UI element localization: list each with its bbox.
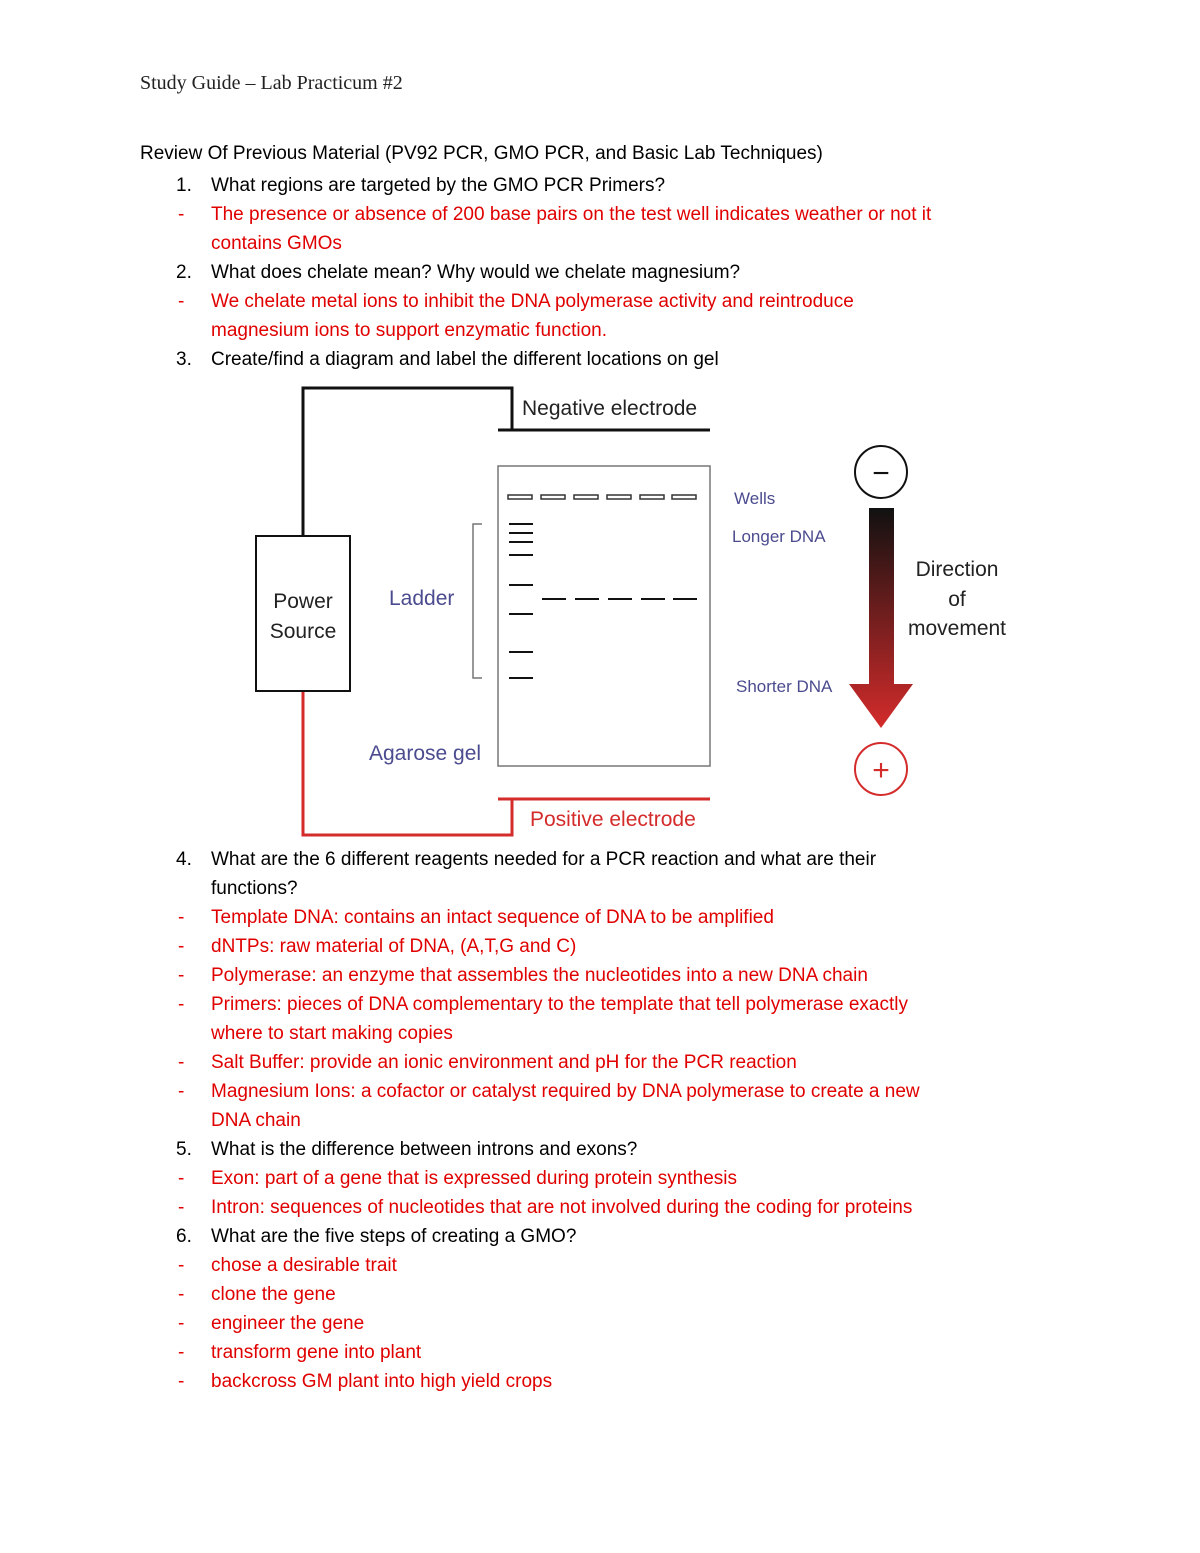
answer-line <box>0 1338 1200 1367</box>
dash-bullet: - <box>178 1342 185 1363</box>
question-text: What is the difference between introns and exons? <box>211 1139 638 1160</box>
answer-text: where to start making copies <box>211 1023 453 1044</box>
question-number: 2. <box>176 262 192 283</box>
direction-label: movement <box>907 617 1007 640</box>
answer-text: Salt Buffer: provide an ionic environment and pH for the PCR reaction <box>211 1052 797 1073</box>
answer-text: dNTPs: raw material of DNA, (A,T,G and C) <box>211 936 577 957</box>
answer-line <box>0 229 1200 258</box>
question-4 <box>0 845 1200 874</box>
dash-bullet: - <box>178 1081 185 1102</box>
dash-bullet: - <box>178 994 185 1015</box>
dash-bullet: - <box>178 1313 185 1334</box>
question-text: What are the five steps of creating a GMO? <box>211 1226 577 1247</box>
answer-text: engineer the gene <box>211 1313 365 1334</box>
question-text: What does chelate mean? Why would we chelate magnesium? <box>211 262 741 283</box>
question-text: Create/find a diagram and label the different locations on gel <box>211 349 719 370</box>
answer-line <box>0 1367 1200 1396</box>
answer-text: magnesium ions to support enzymatic function. <box>211 320 608 341</box>
ladder-bracket <box>473 524 482 678</box>
question-text: What regions are targeted by the GMO PCR Primers? <box>211 175 666 196</box>
question-number: 5. <box>176 1139 192 1160</box>
question-number: 3. <box>176 349 192 370</box>
answer-line <box>0 1106 1200 1135</box>
dash-bullet: - <box>178 1168 185 1189</box>
answer-line <box>0 1077 1200 1106</box>
answer-text: Polymerase: an enzyme that assembles the nucleotides into a new DNA chain <box>211 965 868 986</box>
answer-text: The presence or absence of 200 base pairs on the test well indicates weather or not it <box>211 204 932 225</box>
shorter-dna-label: Shorter DNA <box>736 677 833 696</box>
answer-text: backcross GM plant into high yield crops <box>211 1371 553 1392</box>
question-1 <box>0 171 1200 200</box>
question-3 <box>0 345 1200 374</box>
agarose-gel-box <box>498 466 710 766</box>
answer-line <box>0 1019 1200 1048</box>
answer-line <box>0 1251 1200 1280</box>
answer-text: Intron: sequences of nucleotides that are not involved during the coding for proteins <box>211 1197 913 1218</box>
answer-line <box>0 990 1200 1019</box>
answer-text: clone the gene <box>211 1284 336 1305</box>
dash-bullet: - <box>178 1255 185 1276</box>
gel-electrophoresis-diagram <box>250 380 1007 840</box>
dash-bullet: - <box>178 204 185 225</box>
answer-line <box>0 932 1200 961</box>
negative-wire <box>303 388 512 536</box>
minus-symbol: − <box>872 457 890 490</box>
answer-line <box>0 1193 1200 1222</box>
question-6 <box>0 1222 1200 1251</box>
answer-text: transform gene into plant <box>211 1342 422 1363</box>
questions-4-6 <box>0 845 1200 1396</box>
question-5 <box>0 1135 1200 1164</box>
direction-label: of <box>948 588 966 611</box>
answer-line <box>0 1280 1200 1309</box>
dash-bullet: - <box>178 1197 185 1218</box>
page-title: Study Guide – Lab Practicum #2 <box>140 72 403 94</box>
dash-bullet: - <box>178 1284 185 1305</box>
answer-line <box>0 903 1200 932</box>
answer-text: Magnesium Ions: a cofactor or catalyst required by DNA polymerase to create a new <box>211 1081 920 1102</box>
answer-line <box>0 1309 1200 1338</box>
question-text-continued <box>0 874 1200 903</box>
question-text: functions? <box>211 878 298 899</box>
agarose-gel-label: Agarose gel <box>369 742 482 765</box>
longer-dna-label: Longer DNA <box>732 527 826 546</box>
power-source-box <box>256 536 350 691</box>
dash-bullet: - <box>178 1371 185 1392</box>
answer-line <box>0 287 1200 316</box>
ladder-label: Ladder <box>389 587 455 610</box>
question-2 <box>0 258 1200 287</box>
plus-symbol: + <box>872 754 890 787</box>
power-source-label: Power <box>273 590 333 613</box>
section-heading: Review Of Previous Material (PV92 PCR, GMO PCR, and Basic Lab Techniques) <box>140 143 823 164</box>
dash-bullet: - <box>178 965 185 986</box>
answer-text: We chelate metal ions to inhibit the DNA polymerase activity and reintroduce <box>211 291 854 312</box>
dash-bullet: - <box>178 1052 185 1073</box>
dash-bullet: - <box>178 936 185 957</box>
positive-electrode-label: Positive electrode <box>530 808 696 831</box>
answer-text: contains GMOs <box>211 233 342 254</box>
negative-electrode-label: Negative electrode <box>522 397 698 420</box>
answer-line <box>0 1164 1200 1193</box>
wells-label: Wells <box>734 489 776 508</box>
answer-text: Template DNA: contains an intact sequence of DNA to be amplified <box>211 907 774 928</box>
answer-line <box>0 1048 1200 1077</box>
questions-1-3 <box>0 171 1200 374</box>
answer-text: chose a desirable trait <box>211 1255 397 1276</box>
answer-text: Primers: pieces of DNA complementary to the template that tell polymerase exactly <box>211 994 908 1015</box>
answer-line <box>0 316 1200 345</box>
question-text: What are the 6 different reagents needed for a PCR reaction and what are their <box>211 849 877 870</box>
question-number: 1. <box>176 175 192 196</box>
direction-label: Direction <box>915 558 999 581</box>
dash-bullet: - <box>178 291 185 312</box>
answer-text: Exon: part of a gene that is expressed during protein synthesis <box>211 1168 737 1189</box>
direction-arrow <box>849 508 913 728</box>
answer-line <box>0 961 1200 990</box>
answer-line <box>0 200 1200 229</box>
dash-bullet: - <box>178 907 185 928</box>
question-number: 6. <box>176 1226 192 1247</box>
question-number: 4. <box>176 849 192 870</box>
answer-text: DNA chain <box>211 1110 301 1131</box>
power-source-label: Source <box>269 620 337 643</box>
